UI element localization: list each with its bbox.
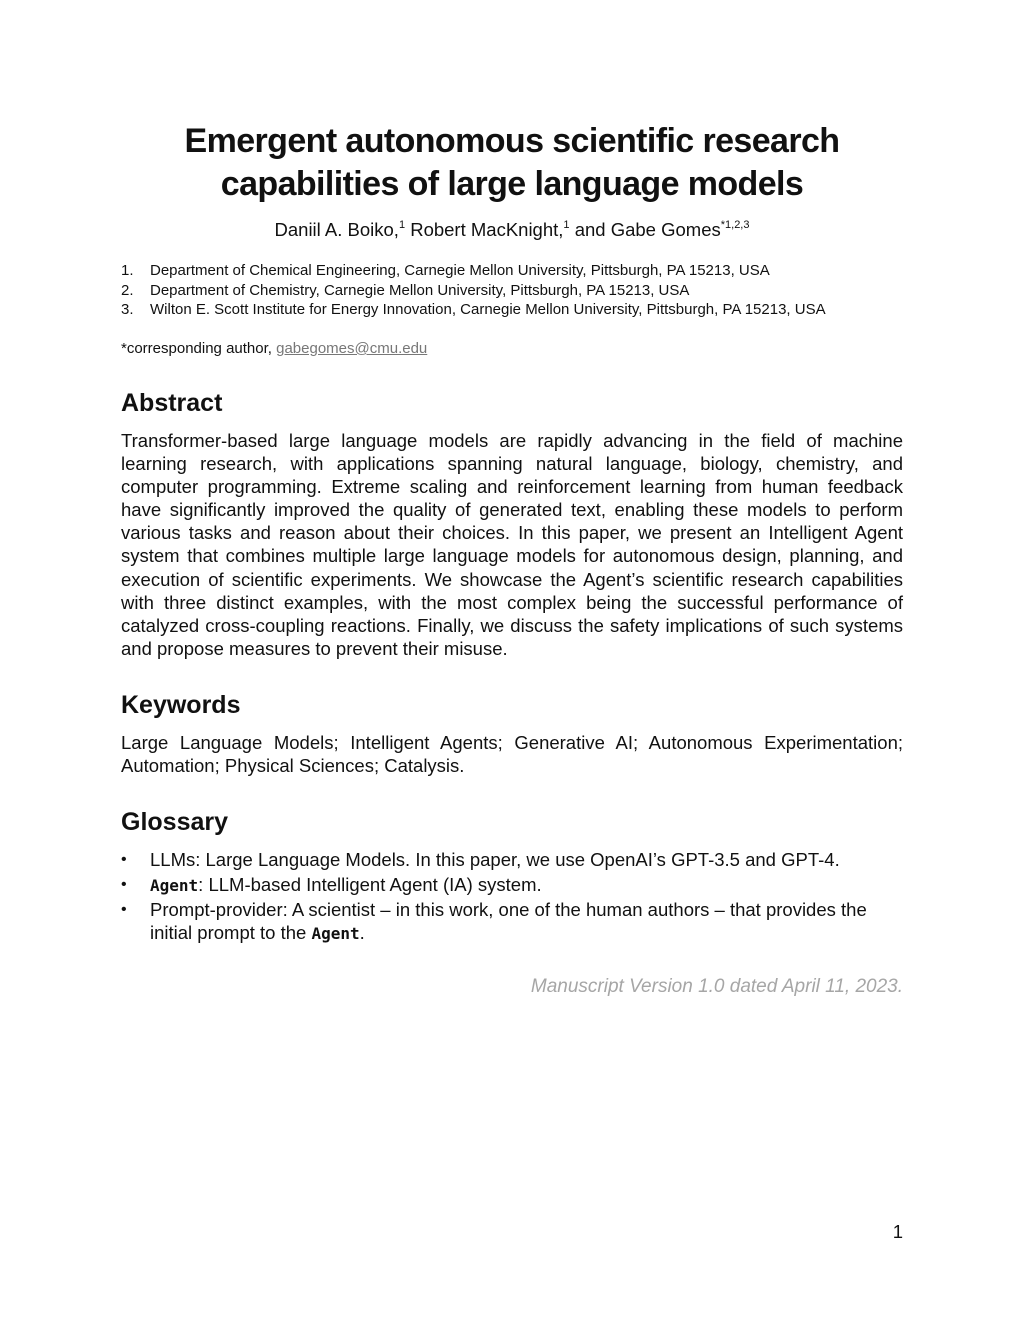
manuscript-version-note: Manuscript Version 1.0 dated April 11, 2023.: [530, 976, 903, 997]
affiliation-text: Department of Chemical Engineering, Carnegie Mellon University, Pittsburgh, PA 15213, USA: [150, 262, 770, 279]
author-list: [0, 218, 1024, 242]
glossary-text: : LLM-based Intelligent Agent (IA) system.: [198, 873, 542, 895]
glossary-list: [121, 848, 903, 947]
glossary-text-end: .: [359, 922, 365, 944]
title-line-2: capabilities of large language models: [220, 165, 804, 203]
glossary-heading: Glossary: [121, 808, 229, 836]
affiliation-text: Department of Chemistry, Carnegie Mellon University, Pittsburgh, PA 15213, USA: [150, 281, 690, 299]
glossary-item: [121, 898, 903, 945]
keywords-heading: Keywords: [121, 691, 241, 719]
affiliation-number: 3.: [121, 301, 134, 318]
affiliation-item: [121, 261, 921, 281]
abstract-text: Transformer-based large language models are rapidly advancing in the field of machine learning research, with applications spanning natural language, biology, chemistry, and computer programming. Extreme scaling and reinforcement learning from human feedback have significantly improved the quality of generated text, enabling these models to perform various tasks and reason about their choices. In this paper, we present an Intelligent Agent system that combines multiple large language models for autonomous design, planning, and execution of scientific experiments. We showcase the Agent’s scientific research capabilities with three distinct examples, with the most complex being the successful performance of catalyzed cross-coupling reactions. Finally, we discuss the safety implications of such systems and propose measures to prevent their misuse.: [121, 430, 903, 659]
bullet-icon: •: [121, 851, 127, 868]
glossary-item: [121, 848, 903, 871]
corresponding-label: *corresponding author,: [121, 340, 272, 357]
glossary-text: Prompt-provider: A scientist – in this work, one of the human authors – that provides the initial prompt to the: [150, 899, 867, 944]
author-affiliation-mark: 1: [563, 219, 570, 231]
author-affiliation-mark: *1,2,3: [720, 219, 750, 231]
glossary-code-term: Agent: [311, 924, 360, 944]
affiliation-item: [121, 300, 921, 320]
corresponding-email-link[interactable]: gabegomes@cmu.edu: [276, 340, 428, 357]
glossary-text: LLMs: Large Language Models. In this paper, we use OpenAI’s GPT-3.5 and GPT-4.: [150, 849, 840, 870]
affiliation-number: 2.: [121, 281, 134, 299]
keywords-text: Large Language Models; Intelligent Agents; Generative AI; Autonomous Experimentation; Automation; Physical Sciences; Catalysis.: [121, 732, 903, 777]
author-affiliation-mark: 1: [398, 219, 406, 231]
title-line-1: Emergent autonomous scientific research: [184, 122, 840, 160]
author-name: Gabe Gomes: [610, 219, 721, 240]
author-name: Daniil A. Boiko,: [274, 219, 399, 240]
affiliation-list: [121, 261, 921, 320]
bullet-icon: •: [121, 901, 127, 919]
paper-title: [0, 120, 1024, 206]
affiliation-number: 1.: [121, 262, 134, 279]
glossary-item: [121, 873, 903, 897]
affiliation-text: Wilton E. Scott Institute for Energy Innovation, Carnegie Mellon University, Pittsburgh, PA 15213, USA: [150, 301, 826, 318]
abstract-heading: Abstract: [121, 389, 223, 417]
glossary-code-term: Agent: [150, 875, 199, 895]
bullet-icon: •: [121, 875, 127, 893]
author-conjunction: and: [574, 219, 606, 240]
affiliation-item: [121, 281, 921, 301]
author-name: Robert MacKnight,: [410, 219, 564, 240]
page-number: 1: [892, 1221, 903, 1242]
corresponding-author: [121, 339, 427, 359]
